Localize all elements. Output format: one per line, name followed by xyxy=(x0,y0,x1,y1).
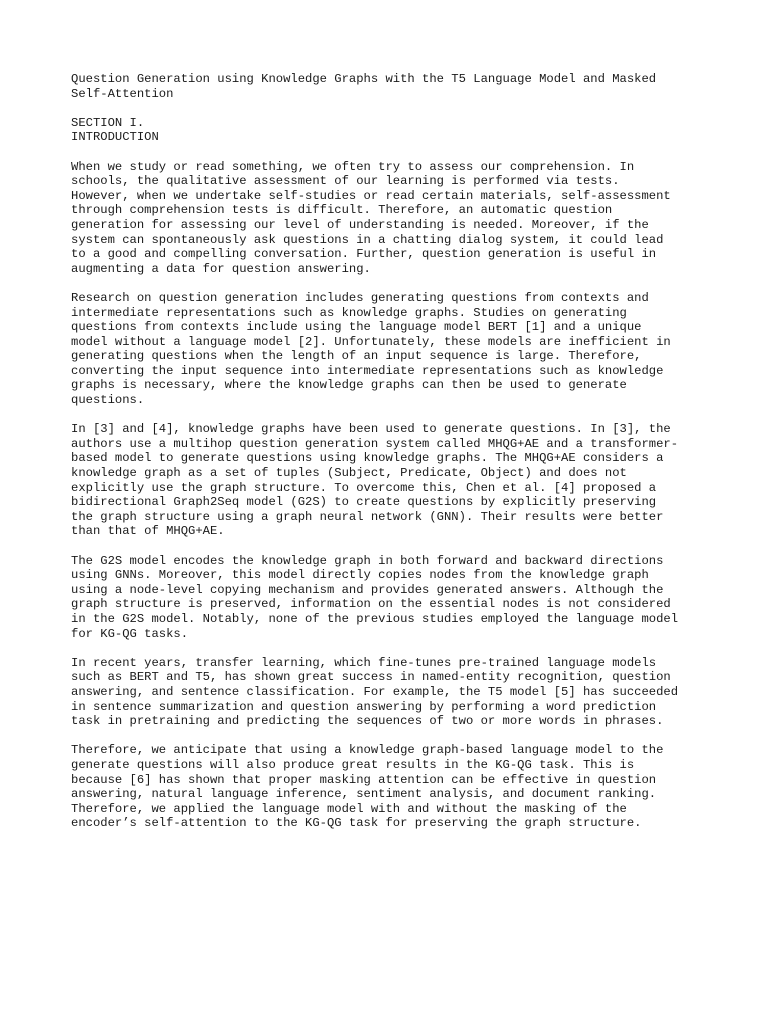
section-number: SECTION I. xyxy=(71,115,145,130)
paragraph-4: The G2S model encodes the knowledge graph in both forward and backward directions using GNNs. Moreover, this model directly copies nodes from the knowledge graph using a node-level copying mechanism and provides generated answers. Although the graph structure is preserved, information on the essential nodes is not considered in the G2S model. Notably, none of the previous studies employed the language model for KG-QG tasks. xyxy=(71,553,679,641)
paragraph-2: Research on question generation includes generating questions from contexts and intermediate representations such as knowledge graphs. Studies on generating questions from contexts include using the language model BERT [1] and a unique model without a language model [2]. Unfortunately, these models are inefficient in generating questions when the length of an input sequence is large. Therefore, converting the input sequence into intermediate representations such as knowledge graphs is necessary, where the knowledge graphs can then be used to generate questions. xyxy=(71,290,671,408)
document-title: Question Generation using Knowledge Graphs with the T5 Language Model and Masked Self-Attention xyxy=(71,72,657,101)
document-page xyxy=(71,72,711,845)
section-title: INTRODUCTION xyxy=(71,130,159,145)
paragraph-6: Therefore, we anticipate that using a knowledge graph-based language model to the generate questions will also produce great results in the KG-QG task. This is because [6] has shown that proper masking attention can be effective in question answering, natural language inference, sentiment analysis, and document ranking. Therefore, we applied the language model with and without the masking of the encoder’s self-attention to the KG-QG task for preserving the graph structure. xyxy=(71,743,664,831)
section-heading xyxy=(71,116,711,145)
paragraph-5: In recent years, transfer learning, which fine-tunes pre-trained language models such as BERT and T5, has shown great success in named-entity recognition, question answering, and sentence classification. For example, the T5 model [5] has succeeded in sentence summarization and question answering by performing a word prediction task in pretraining and predicting the sequences of two or more words in phrases. xyxy=(71,655,679,729)
paragraph-3: In [3] and [4], knowledge graphs have been used to generate questions. In [3], the authors use a multihop question generation system called MHQG+AE and a transformer- based model to generate questions using knowledge graphs. The MHQG+AE considers a knowledge graph as a set of tuples (Subject, Predicate, Object) and does not explicitly use the graph structure. To overcome this, Chen et al. [4] proposed a bidirectional Graph2Seq model (G2S) to create questions by explicitly preserving the graph structure using a graph neural network (GNN). Their results were better than that of MHQG+AE. xyxy=(71,422,679,539)
paragraph-1: When we study or read something, we often try to assess our comprehension. In schools, the qualitative assessment of our learning is performed via tests. However, when we undertake self-studies or read certain materials, self-assessment through comprehension tests is difficult. Therefore, an automatic question generation for assessing our level of understanding is needed. Moreover, if the system can spontaneously ask questions in a chatting dialog system, it could lead to a good and compelling conversation. Further, question generation is useful in augmenting a data for question answering. xyxy=(71,159,671,276)
